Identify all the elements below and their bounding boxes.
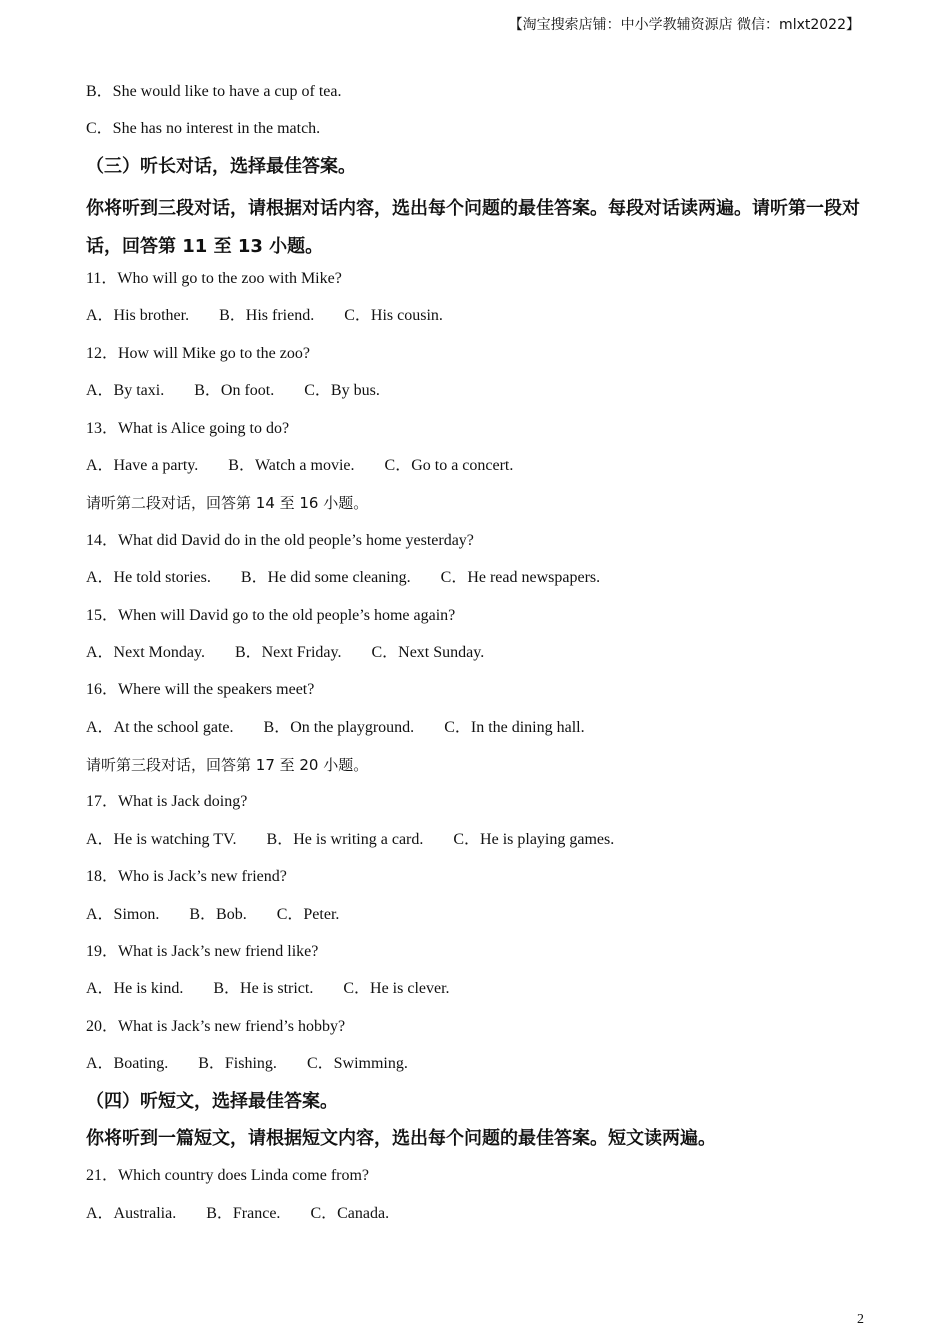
q15-option-a: A．Next Monday. — [86, 643, 205, 661]
q13-option-b: B．Watch a movie. — [228, 456, 355, 474]
q20-question: 20．What is Jack’s new friend’s hobby? — [86, 1017, 346, 1035]
q14-question: 14．What did David do in the old people’s home yesterday? — [86, 531, 474, 549]
q13-option-c: C．Go to a concert. — [384, 456, 514, 474]
q19-options — [86, 975, 866, 1012]
section4-title: （四）听短文，选择最佳答案。 — [86, 1090, 338, 1112]
q17-option-b: B．He is writing a card. — [266, 830, 424, 848]
q13-option-a: A．Have a party. — [86, 456, 199, 474]
q14-options — [86, 564, 866, 601]
q19-option-b: B．He is strict. — [213, 980, 314, 998]
q19-question: 19．What is Jack’s new friend like? — [86, 943, 319, 961]
q18-option-c: C．Peter. — [276, 905, 340, 923]
q12-option-a: A．By taxi. — [86, 382, 165, 400]
q18-option-b: B．Bob. — [189, 905, 247, 923]
q15-question: 15．When will David go to the old people’s home again? — [86, 606, 456, 624]
q21-option-b: B．France. — [206, 1204, 281, 1222]
dialog3-instruction: 请听第三段对话，回答第 17 至 20 小题。 — [86, 756, 369, 775]
section4-instruction: 你将听到一篇短文，请根据短文内容，选出每个问题的最佳答案。短文读两遍。 — [86, 1127, 716, 1149]
q12-options — [86, 377, 866, 414]
q16-options — [86, 714, 866, 751]
dialog2-instruction: 请听第二段对话，回答第 14 至 16 小题。 — [86, 494, 369, 513]
q18-option-a: A．Simon. — [86, 905, 160, 923]
q14-option-c: C．He read newspapers. — [440, 569, 601, 587]
q18-question: 18．Who is Jack’s new friend? — [86, 868, 287, 886]
q10-option-b: B．She would like to have a cup of tea. — [86, 83, 342, 100]
q17-option-a: A．He is watching TV. — [86, 830, 237, 848]
q20-option-a: A．Boating. — [86, 1055, 169, 1073]
q20-option-b: B．Fishing. — [198, 1055, 277, 1073]
q17-options — [86, 826, 866, 863]
q17-option-c: C．He is playing games. — [453, 830, 615, 848]
q19-option-a: A．He is kind. — [86, 980, 184, 998]
q16-question: 16．Where will the speakers meet? — [86, 681, 315, 699]
q11-question: 11．Who will go to the zoo with Mike? — [86, 269, 342, 287]
page-content — [86, 78, 866, 1237]
q12-option-b: B．On foot. — [194, 382, 275, 400]
q20-option-c: C．Swimming. — [306, 1055, 408, 1073]
page-number: 2 — [857, 1312, 864, 1327]
q13-question: 13．What is Alice going to do? — [86, 419, 290, 437]
q16-option-c: C．In the dining hall. — [444, 718, 585, 736]
q19-option-c: C．He is clever. — [343, 980, 450, 998]
q21-options — [86, 1200, 866, 1237]
q16-option-a: A．At the school gate. — [86, 718, 234, 736]
q15-option-b: B．Next Friday. — [234, 643, 342, 661]
q14-option-b: B．He did some cleaning. — [240, 569, 411, 587]
q15-option-c: C．Next Sunday. — [371, 643, 485, 661]
section3-instruction: 你将听到三段对话，请根据对话内容，选出每个问题的最佳答案。每段对话读两遍。请听第一段对话，回答第 11 至 13 小题。 — [86, 198, 860, 257]
q21-option-c: C．Canada. — [310, 1204, 390, 1222]
q18-options — [86, 901, 866, 938]
q17-question: 17．What is Jack doing? — [86, 793, 248, 811]
q20-options — [86, 1050, 866, 1087]
q12-question: 12．How will Mike go to the zoo? — [86, 344, 310, 362]
q15-options — [86, 639, 866, 676]
q16-option-b: B．On the playground. — [263, 718, 415, 736]
q21-option-a: A．Australia. — [86, 1204, 177, 1222]
q14-option-a: A．He told stories. — [86, 569, 211, 587]
q11-option-c: C．His cousin. — [344, 307, 443, 325]
q11-option-b: B．His friend. — [219, 307, 315, 325]
q12-option-c: C．By bus. — [304, 382, 380, 400]
header-source-note: 【淘宝搜索店铺：中小学教辅资源店 微信：mlxt2022】 — [508, 17, 860, 33]
q11-option-a: A．His brother. — [86, 307, 190, 325]
section3-title: （三）听长对话，选择最佳答案。 — [86, 155, 356, 177]
q21-question: 21．Which country does Linda come from? — [86, 1167, 370, 1185]
q13-options — [86, 452, 866, 489]
q11-options — [86, 302, 866, 339]
q10-option-c: C．She has no interest in the match. — [86, 120, 321, 138]
